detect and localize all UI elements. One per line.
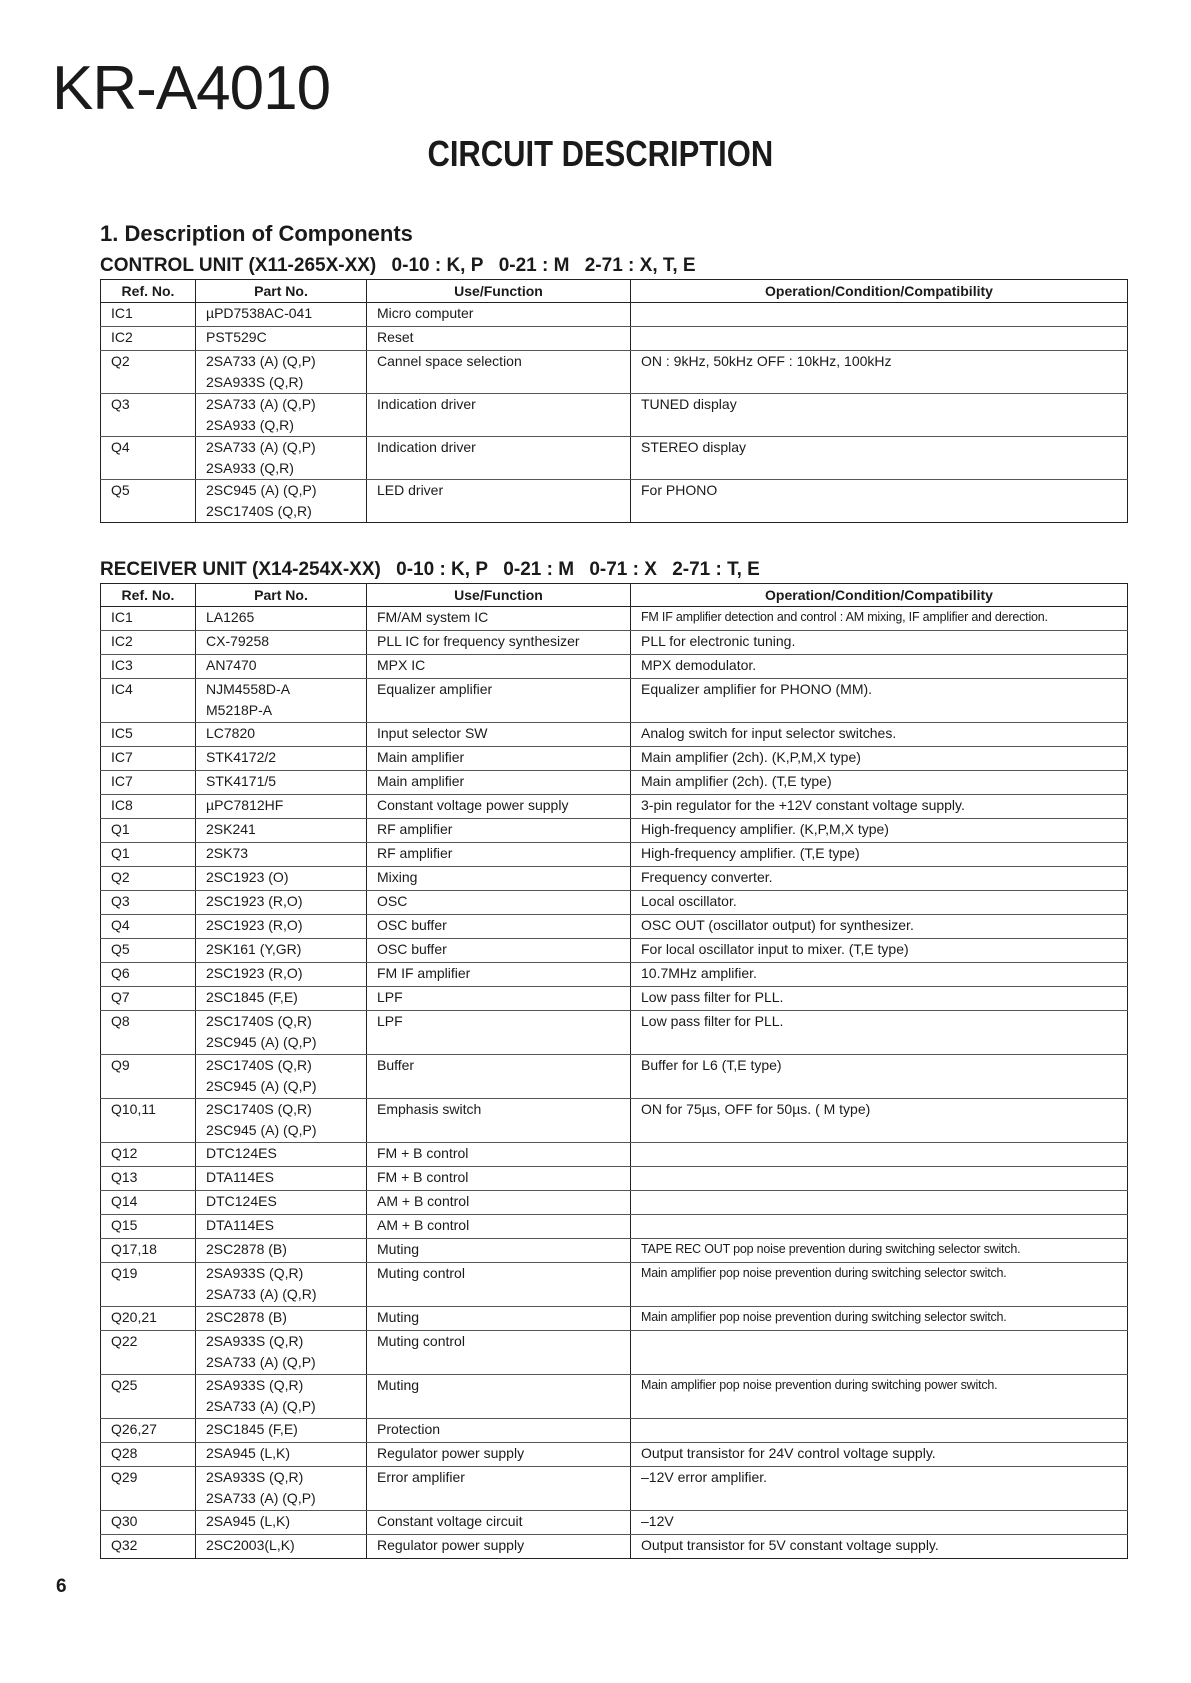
control-unit-dest-1: 0-10 : K, P [391, 255, 484, 276]
operation-cell: ON for 75µs, OFF for 50µs. ( M type) [631, 1099, 1128, 1143]
use-function-cell: Main amplifier [367, 771, 631, 795]
part-number: 2SC1740S (Q,R) [206, 1013, 312, 1029]
table-row [101, 963, 1128, 987]
table-row [101, 915, 1128, 939]
part-no-cell [196, 437, 367, 480]
part-number: DTC124ES [206, 1145, 277, 1161]
use-function-cell: OSC buffer [367, 915, 631, 939]
part-no-cell [196, 1167, 367, 1191]
use-function-cell: LPF [367, 987, 631, 1011]
table-row [101, 607, 1128, 631]
table-row [101, 1215, 1128, 1239]
page-number: 6 [56, 1576, 67, 1597]
operation-cell: Buffer for L6 (T,E type) [631, 1055, 1128, 1099]
operation-cell [631, 1419, 1128, 1443]
operation-cell [631, 1143, 1128, 1167]
operation-cell: High-frequency amplifier. (T,E type) [631, 843, 1128, 867]
part-no-cell [196, 867, 367, 891]
control-unit-header-row [101, 280, 1128, 303]
operation-cell: Main amplifier (2ch). (T,E type) [631, 771, 1128, 795]
use-function-cell: Regulator power supply [367, 1443, 631, 1467]
table-row [101, 480, 1128, 523]
part-number: 2SC945 (A) (Q,P) [206, 482, 317, 498]
part-no-cell [196, 891, 367, 915]
part-number: 2SK161 (Y,GR) [206, 941, 302, 957]
part-number: 2SA945 (L,K) [206, 1513, 291, 1529]
operation-cell: Low pass filter for PLL. [631, 1011, 1128, 1055]
operation-cell: Main amplifier (2ch). (K,P,M,X type) [631, 747, 1128, 771]
part-number: 2SA733 (A) (Q,P) [206, 396, 316, 412]
part-no-cell [196, 1375, 367, 1419]
table-row [101, 351, 1128, 394]
operation-cell: Equalizer amplifier for PHONO (MM). [631, 679, 1128, 723]
ref-no-cell: Q32 [101, 1535, 196, 1559]
receiver-unit-name: RECEIVER UNIT (X14-254X-XX) [100, 559, 381, 580]
part-number: 2SC1923 (R,O) [206, 965, 303, 981]
part-no-cell [196, 1055, 367, 1099]
operation-cell: Output transistor for 5V constant voltage supply. [631, 1535, 1128, 1559]
table-row [101, 1011, 1128, 1055]
use-function-cell: PLL IC for frequency synthesizer [367, 631, 631, 655]
part-no-cell [196, 1191, 367, 1215]
receiver-unit-dest-1: 0-10 : K, P [396, 559, 489, 580]
part-no-cell [196, 1099, 367, 1143]
operation-cell: OSC OUT (oscillator output) for synthesizer. [631, 915, 1128, 939]
table-row [101, 1143, 1128, 1167]
receiver-unit-dest-4: 2-71 : T, E [672, 559, 760, 580]
control-unit-name: CONTROL UNIT (X11-265X-XX) [100, 255, 377, 276]
part-number: 2SC2003(L,K) [206, 1537, 295, 1553]
ref-no-cell: Q5 [101, 939, 196, 963]
part-no-cell [196, 1443, 367, 1467]
ref-no-cell: Q28 [101, 1443, 196, 1467]
ref-no-cell: IC7 [101, 771, 196, 795]
ref-no-cell: Q4 [101, 915, 196, 939]
table-row [101, 939, 1128, 963]
ref-no-cell: Q20,21 [101, 1307, 196, 1331]
part-number: 2SC2878 (B) [206, 1309, 287, 1325]
ref-no-cell: Q3 [101, 394, 196, 437]
col-header-operation: Operation/Condition/Compatibility [631, 280, 1128, 303]
operation-cell [631, 1191, 1128, 1215]
ref-no-cell: IC5 [101, 723, 196, 747]
part-number: 2SC2878 (B) [206, 1241, 287, 1257]
ref-no-cell: Q4 [101, 437, 196, 480]
use-function-cell: RF amplifier [367, 843, 631, 867]
use-function-cell: Micro computer [367, 303, 631, 327]
use-function-cell: Mixing [367, 867, 631, 891]
table-row [101, 631, 1128, 655]
ref-no-cell: Q12 [101, 1143, 196, 1167]
use-function-cell: FM + B control [367, 1143, 631, 1167]
ref-no-cell: IC3 [101, 655, 196, 679]
table-row [101, 1467, 1128, 1511]
part-number: 2SA945 (L,K) [206, 1445, 291, 1461]
use-function-cell: Muting [367, 1307, 631, 1331]
table-row [101, 1535, 1128, 1559]
part-number: 2SC1923 (O) [206, 869, 289, 885]
part-number: 2SA933S (Q,R) [206, 1265, 304, 1281]
part-number: DTA114ES [206, 1169, 274, 1185]
table-row [101, 747, 1128, 771]
ref-no-cell: Q26,27 [101, 1419, 196, 1443]
ref-no-cell: Q2 [101, 867, 196, 891]
part-no-cell [196, 303, 367, 327]
ref-no-cell: IC4 [101, 679, 196, 723]
part-no-cell [196, 915, 367, 939]
part-no-cell [196, 679, 367, 723]
part-no-cell [196, 1535, 367, 1559]
part-no-cell [196, 771, 367, 795]
table-row [101, 679, 1128, 723]
ref-no-cell: Q8 [101, 1011, 196, 1055]
control-unit-dest-2: 0-21 : M [498, 255, 570, 276]
ref-no-cell: Q29 [101, 1467, 196, 1511]
part-number: AN7470 [206, 657, 257, 673]
operation-cell: –12V [631, 1511, 1128, 1535]
ref-no-cell: Q3 [101, 891, 196, 915]
receiver-unit-header-row [101, 584, 1128, 607]
use-function-cell: Cannel space selection [367, 351, 631, 394]
part-no-cell [196, 819, 367, 843]
section-heading: 1. Description of Components [100, 221, 413, 246]
part-number: 2SK241 [206, 821, 256, 837]
ref-no-cell: IC2 [101, 327, 196, 351]
table-row [101, 1443, 1128, 1467]
ref-no-cell: Q22 [101, 1331, 196, 1375]
table-row [101, 1191, 1128, 1215]
part-number: 2SA733 (A) (Q,R) [206, 1286, 317, 1302]
table-row [101, 795, 1128, 819]
use-function-cell: RF amplifier [367, 819, 631, 843]
col-header-use: Use/Function [367, 280, 631, 303]
use-function-cell: Muting control [367, 1263, 631, 1307]
use-function-cell: Protection [367, 1419, 631, 1443]
table-row [101, 891, 1128, 915]
table-row [101, 327, 1128, 351]
ref-no-cell: IC8 [101, 795, 196, 819]
part-number: 2SC1740S (Q,R) [206, 1101, 312, 1117]
ref-no-cell: Q10,11 [101, 1099, 196, 1143]
use-function-cell: AM + B control [367, 1191, 631, 1215]
col-header-part: Part No. [196, 280, 367, 303]
part-no-cell [196, 1011, 367, 1055]
ref-no-cell: Q1 [101, 819, 196, 843]
part-number: 2SA933S (Q,R) [206, 1333, 304, 1349]
col-header-use: Use/Function [367, 584, 631, 607]
table-row [101, 867, 1128, 891]
part-no-cell [196, 1215, 367, 1239]
use-function-cell: Muting control [367, 1331, 631, 1375]
control-unit-rows [101, 303, 1128, 523]
part-number: DTC124ES [206, 1193, 277, 1209]
ref-no-cell: Q6 [101, 963, 196, 987]
table-row [101, 1419, 1128, 1443]
receiver-unit-rows [101, 607, 1128, 1559]
part-number: STK4171/5 [206, 773, 277, 789]
ref-no-cell: Q19 [101, 1263, 196, 1307]
table-row [101, 723, 1128, 747]
ref-no-cell: Q9 [101, 1055, 196, 1099]
operation-cell: Low pass filter for PLL. [631, 987, 1128, 1011]
operation-cell: 10.7MHz amplifier. [631, 963, 1128, 987]
part-no-cell [196, 1467, 367, 1511]
use-function-cell: LPF [367, 1011, 631, 1055]
part-no-cell [196, 723, 367, 747]
ref-no-cell: IC2 [101, 631, 196, 655]
operation-cell: Analog switch for input selector switches. [631, 723, 1128, 747]
use-function-cell: AM + B control [367, 1215, 631, 1239]
receiver-unit-dest-2: 0-21 : M [503, 559, 575, 580]
part-number: 2SC945 (A) (Q,P) [206, 1034, 317, 1050]
part-no-cell [196, 351, 367, 394]
part-number: 2SA733 (A) (Q,P) [206, 1354, 316, 1370]
part-no-cell [196, 987, 367, 1011]
part-no-cell [196, 843, 367, 867]
part-number: 2SC945 (A) (Q,P) [206, 1122, 317, 1138]
use-function-cell: Muting [367, 1239, 631, 1263]
part-number: CX-79258 [206, 633, 270, 649]
ref-no-cell: Q15 [101, 1215, 196, 1239]
operation-cell: For PHONO [631, 480, 1128, 523]
use-function-cell: OSC [367, 891, 631, 915]
table-row [101, 1239, 1128, 1263]
part-number: 2SA733 (A) (Q,P) [206, 439, 316, 455]
col-header-operation: Operation/Condition/Compatibility [631, 584, 1128, 607]
part-number: µPD7538AC-041 [206, 305, 313, 321]
operation-cell: High-frequency amplifier. (K,P,M,X type) [631, 819, 1128, 843]
control-unit-heading [100, 256, 706, 275]
part-number: 2SA733 (A) (Q,P) [206, 1398, 316, 1414]
part-number: 2SA933S (Q,R) [206, 1377, 304, 1393]
control-unit-table [100, 279, 1128, 523]
ref-no-cell: IC1 [101, 607, 196, 631]
part-no-cell [196, 1263, 367, 1307]
table-row [101, 1511, 1128, 1535]
operation-cell: Main amplifier pop noise prevention during switching selector switch. [631, 1263, 1128, 1307]
table-row [101, 1375, 1128, 1419]
table-row [101, 987, 1128, 1011]
col-header-ref: Ref. No. [101, 280, 196, 303]
use-function-cell: Buffer [367, 1055, 631, 1099]
use-function-cell: Indication driver [367, 394, 631, 437]
operation-cell: TUNED display [631, 394, 1128, 437]
part-no-cell [196, 1419, 367, 1443]
operation-cell: Local oscillator. [631, 891, 1128, 915]
use-function-cell: LED driver [367, 480, 631, 523]
receiver-unit-dest-3: 0-71 : X [589, 559, 657, 580]
part-no-cell [196, 1331, 367, 1375]
use-function-cell: FM/AM system IC [367, 607, 631, 631]
part-number: µPC7812HF [206, 797, 284, 813]
part-number: 2SC945 (A) (Q,P) [206, 1078, 317, 1094]
operation-cell: MPX demodulator. [631, 655, 1128, 679]
ref-no-cell: Q17,18 [101, 1239, 196, 1263]
part-number: 2SA733 (A) (Q,P) [206, 353, 316, 369]
operation-cell: For local oscillator input to mixer. (T,E type) [631, 939, 1128, 963]
table-row [101, 655, 1128, 679]
ref-no-cell: Q14 [101, 1191, 196, 1215]
ref-no-cell: Q2 [101, 351, 196, 394]
part-number: 2SA933S (Q,R) [206, 374, 304, 390]
document-title: CIRCUIT DESCRIPTION [427, 133, 774, 174]
ref-no-cell: IC1 [101, 303, 196, 327]
use-function-cell: Constant voltage power supply [367, 795, 631, 819]
part-no-cell [196, 1511, 367, 1535]
part-no-cell [196, 939, 367, 963]
operation-cell [631, 327, 1128, 351]
use-function-cell: FM IF amplifier [367, 963, 631, 987]
part-number: 2SC1845 (F,E) [206, 1421, 298, 1437]
part-no-cell [196, 327, 367, 351]
part-no-cell [196, 607, 367, 631]
operation-cell: PLL for electronic tuning. [631, 631, 1128, 655]
table-row [101, 819, 1128, 843]
operation-cell: ON : 9kHz, 50kHz OFF : 10kHz, 100kHz [631, 351, 1128, 394]
part-no-cell [196, 1239, 367, 1263]
col-header-ref: Ref. No. [101, 584, 196, 607]
part-number: LA1265 [206, 609, 255, 625]
table-row [101, 1307, 1128, 1331]
use-function-cell: Input selector SW [367, 723, 631, 747]
receiver-unit-table [100, 583, 1128, 1559]
receiver-unit-heading [100, 560, 770, 579]
table-row [101, 1055, 1128, 1099]
part-number: 2SC1923 (R,O) [206, 917, 303, 933]
part-number: 2SA933 (Q,R) [206, 460, 294, 476]
part-number: STK4172/2 [206, 749, 277, 765]
part-no-cell [196, 1143, 367, 1167]
col-header-part: Part No. [196, 584, 367, 607]
ref-no-cell: Q1 [101, 843, 196, 867]
part-number: 2SK73 [206, 845, 249, 861]
part-number: LC7820 [206, 725, 256, 741]
table-row [101, 437, 1128, 480]
ref-no-cell: Q5 [101, 480, 196, 523]
operation-cell [631, 1331, 1128, 1375]
operation-cell: –12V error amplifier. [631, 1467, 1128, 1511]
part-no-cell [196, 963, 367, 987]
use-function-cell: Muting [367, 1375, 631, 1419]
use-function-cell: MPX IC [367, 655, 631, 679]
use-function-cell: Equalizer amplifier [367, 679, 631, 723]
use-function-cell: Emphasis switch [367, 1099, 631, 1143]
part-no-cell [196, 655, 367, 679]
use-function-cell: Regulator power supply [367, 1535, 631, 1559]
part-no-cell [196, 747, 367, 771]
use-function-cell: Main amplifier [367, 747, 631, 771]
table-row [101, 1263, 1128, 1307]
operation-cell: STEREO display [631, 437, 1128, 480]
part-number: NJM4558D-A [206, 681, 291, 697]
table-row [101, 1331, 1128, 1375]
ref-no-cell: Q13 [101, 1167, 196, 1191]
part-number: M5218P-A [206, 702, 273, 718]
part-number: 2SA733 (A) (Q,P) [206, 1490, 316, 1506]
part-number: PST529C [206, 329, 267, 345]
part-number: 2SA933S (Q,R) [206, 1469, 304, 1485]
part-number: 2SC1740S (Q,R) [206, 503, 312, 519]
part-number: 2SC1740S (Q,R) [206, 1057, 312, 1073]
operation-cell: 3-pin regulator for the +12V constant voltage supply. [631, 795, 1128, 819]
table-row [101, 394, 1128, 437]
operation-cell: Output transistor for 24V control voltage supply. [631, 1443, 1128, 1467]
part-no-cell [196, 795, 367, 819]
operation-cell [631, 1215, 1128, 1239]
table-row [101, 303, 1128, 327]
use-function-cell: Indication driver [367, 437, 631, 480]
part-no-cell [196, 631, 367, 655]
part-number: 2SC1845 (F,E) [206, 989, 298, 1005]
part-number: 2SC1923 (R,O) [206, 893, 303, 909]
table-row [101, 771, 1128, 795]
ref-no-cell: Q25 [101, 1375, 196, 1419]
control-unit-dest-3: 2-71 : X, T, E [584, 255, 696, 276]
operation-cell: TAPE REC OUT pop noise prevention during switching selector switch. [631, 1239, 1128, 1263]
use-function-cell: Reset [367, 327, 631, 351]
table-row [101, 1099, 1128, 1143]
part-number: 2SA933 (Q,R) [206, 417, 294, 433]
ref-no-cell: Q30 [101, 1511, 196, 1535]
part-number: DTA114ES [206, 1217, 274, 1233]
ref-no-cell: IC7 [101, 747, 196, 771]
table-row [101, 1167, 1128, 1191]
operation-cell [631, 1167, 1128, 1191]
use-function-cell: OSC buffer [367, 939, 631, 963]
operation-cell: Main amplifier pop noise prevention during switching selector switch. [631, 1307, 1128, 1331]
use-function-cell: FM + B control [367, 1167, 631, 1191]
part-no-cell [196, 394, 367, 437]
operation-cell: Main amplifier pop noise prevention during switching power switch. [631, 1375, 1128, 1419]
use-function-cell: Error amplifier [367, 1467, 631, 1511]
use-function-cell: Constant voltage circuit [367, 1511, 631, 1535]
part-no-cell [196, 1307, 367, 1331]
model-title: KR-A4010 [52, 54, 331, 123]
table-row [101, 843, 1128, 867]
operation-cell [631, 303, 1128, 327]
ref-no-cell: Q7 [101, 987, 196, 1011]
part-no-cell [196, 480, 367, 523]
operation-cell: Frequency converter. [631, 867, 1128, 891]
operation-cell: FM IF amplifier detection and control : AM mixing, IF amplifier and derection. [631, 607, 1128, 631]
